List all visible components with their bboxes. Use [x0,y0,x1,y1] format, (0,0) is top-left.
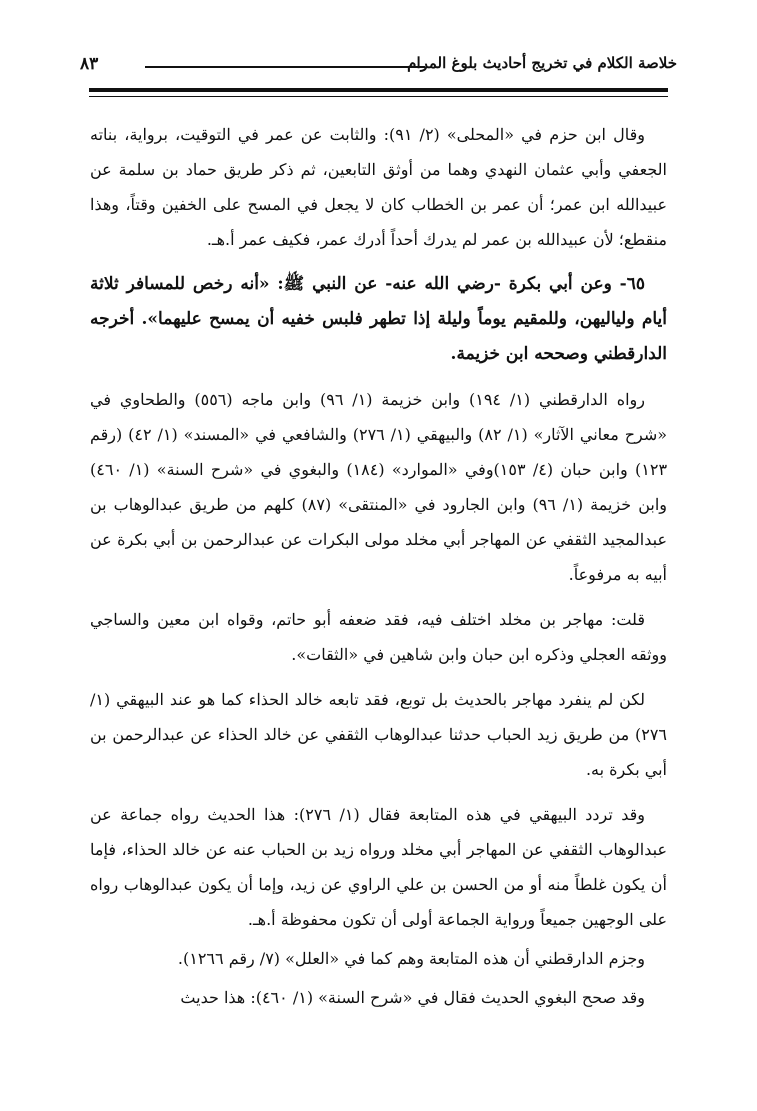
paragraph-daraqutni: وجزم الدارقطني أن هذه المتابعة وهم كما في «العلل» (٧/ رقم ١٢٦٦). [177,949,645,968]
paragraph-mutaba: لكن لم ينفرد مهاجر بالحديث بل توبع، فقد تابعه خالد الحذاء كما هو عند البيهقي (١/ ٢٧٦) من طريق زيد الحباب حدثنا عبدالوهاب الثقفي عن خالد الحذاء عن عبدالرحمن بن أبي بكرة به. [90,690,667,779]
hadith-65: ٦٥- وعن أبي بكرة -رضي الله عنه- عن النبي ﷺ: «أنه رخص للمسافر ثلاثة أيام ولياليهن، وللمقيم يوماً وليلة إذا تطهر فلبس خفيه أن يمسح عليهما». أخرجه الدارقطني وصححه ابن خزيمة. [90,274,667,364]
paragraph-bayhaqi: وقد تردد البيهقي في هذه المتابعة فقال (١/ ٢٧٦): هذا الحديث رواه جماعة عن عبدالوهاب الثقفي عن المهاجر أبي مخلد ورواه زيد بن الحباب عنه عن خالد الحذاء، فإما أن يكون غلطاً منه أو من الحسن بن علي الراوي عن زيد، وإما أن يكون عبدالوهاب رواه على الوجهين جميعاً ورواية الجماعة أولى أن تكون محفوظة أ.هـ. [90,805,667,929]
running-title: خلاصة الكلام في تخريج أحاديث بلوغ المرام [407,54,677,72]
header-rule-thin [89,96,668,97]
header-divider [145,66,425,68]
paragraph-takhrij: رواه الدارقطني (١/ ١٩٤) وابن خزيمة (١/ ٩٦) وابن ماجه (٥٥٦) والطحاوي في «شرح معاني الآثار» (١/ ٨٢) والبيهقي (١/ ٢٧٦) والشافعي في «المسند» (١/ ٤٢) (رقم ١٢٣) وابن حبان (٤/ ١٥٣)وفي «الموارد» (١٨٤) والبغوي في «شرح السنة» (١/ ٤٦٠) وابن خزيمة (١/ ٩٦) وابن الجارود في «المنتقى» (٨٧) كلهم من طريق عبدالوهاب بن عبدالمجيد الثقفي عن المهاجر أبي مخلد مولى البكرات عن عبدالرحمن بن أبي بكرة عن أبيه به مرفوعاً. [90,390,668,584]
page-number: ٨٣ [80,54,99,74]
page-body [90,117,667,1025]
paragraph-baghawi: وقد صحح البغوي الحديث فقال في «شرح السنة» (١/ ٤٦٠): هذا حديث [180,988,645,1007]
page-header [80,54,677,82]
paragraph-ibn-hazm: وقال ابن حزم في «المحلى» (٢/ ٩١): والثابت عن عمر في التوقيت، برواية، بناته الجعفي وأبي عثمان النهدي وهما من أوثق التابعين، ثم ذكر طريق حماد بن سلمة عن عبيدالله ابن عمر؛ أن عمر بن الخطاب كان لا يجعل في المسح على الخفين وقتاً، وهذا منقطع؛ لأن عبيدالله بن عمر لم يدرك أحداً أدرك عمر، فكيف عمر أ.هـ. [90,125,667,249]
header-rule-thick [89,88,668,92]
paragraph-qultu: قلت: مهاجر بن مخلد اختلف فيه، فقد ضعفه أبو حاتم، وقواه ابن معين والساجي ووثقه العجلي وذكره ابن حبان وابن شاهين في «الثقات». [90,610,667,664]
